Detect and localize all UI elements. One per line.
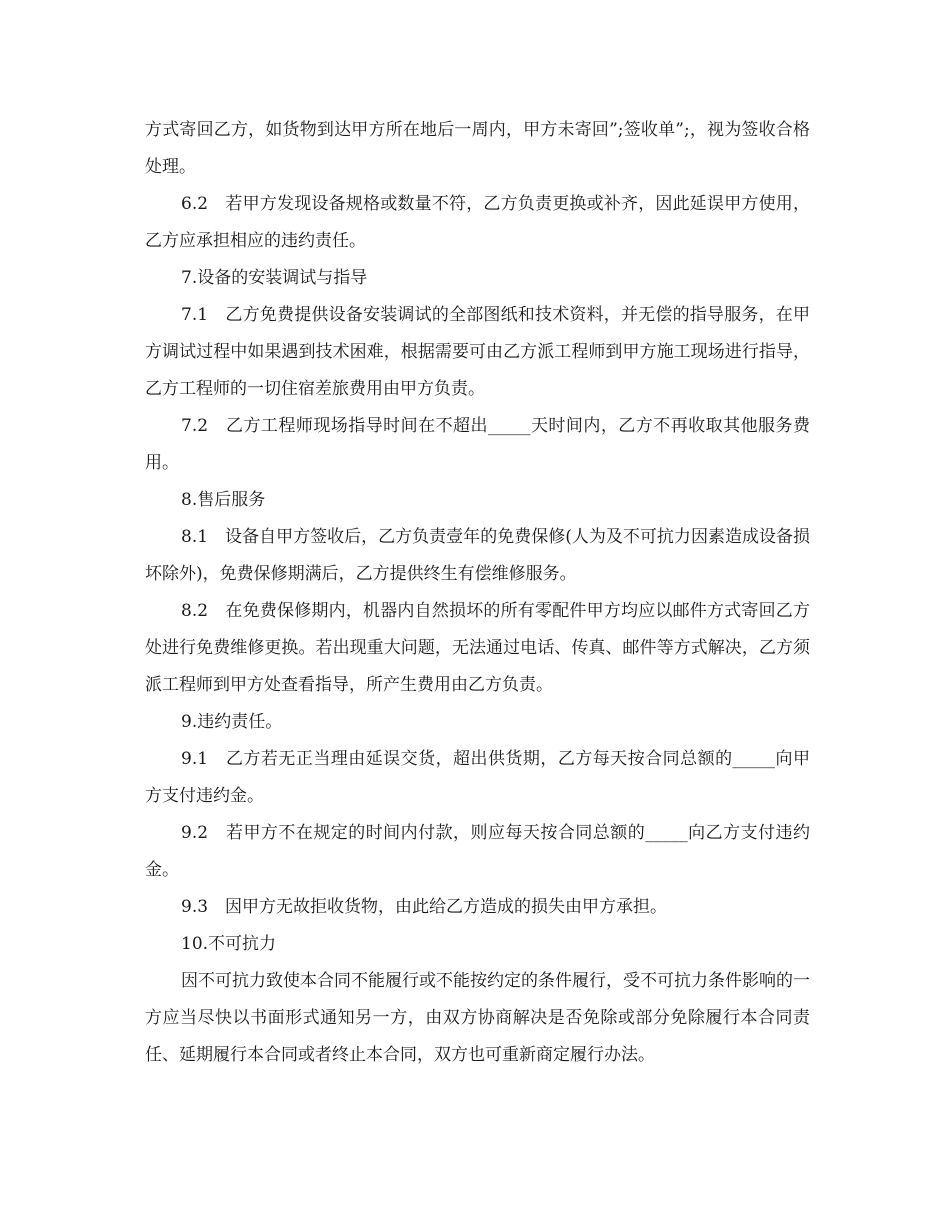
section-heading-8: 8.售后服务 — [181, 490, 266, 510]
paragraph-6-2: 6.2 若甲方发现设备规格或数量不符，乙方负责更换或补齐，因此延误甲方使用，乙方应承担相应的违约责任。 — [145, 194, 810, 251]
section-heading-9: 9.违约责任。 — [181, 712, 283, 732]
paragraph-9-2: 9.2 若甲方不在规定的时间内付款，则应每天按合同总额的_____向乙方支付违约金。 — [145, 823, 810, 880]
paragraph-7-1: 7.1 乙方免费提供设备安装调试的全部图纸和技术资料，并无偿的指导服务，在甲方调试过程中如果遇到技术困难，根据需要可由乙方派工程师到甲方施工现场进行指导，乙方工程师的一切住宿差旅费用由甲方负责。 — [145, 305, 810, 399]
document-body — [145, 112, 810, 1074]
paragraph-9-3: 9.3 因甲方无故拒收货物，由此给乙方造成的损失由甲方承担。 — [181, 897, 668, 917]
section-heading-10: 10.不可抗力 — [181, 934, 277, 954]
paragraph-9-1: 9.1 乙方若无正当理由延误交货，超出供货期，乙方每天按合同总额的_____向甲方支付违约金。 — [145, 749, 810, 806]
paragraph-8-1: 8.1 设备自甲方签收后，乙方负责壹年的免费保修(人为及不可抗力因素造成设备损坏除外)，免费保修期满后，乙方提供终生有偿维修服务。 — [145, 527, 810, 584]
section-heading-7: 7.设备的安装调试与指导 — [181, 268, 368, 288]
paragraph-10-body: 因不可抗力致使本合同不能履行或不能按约定的条件履行，受不可抗力条件影响的一方应当尽快以书面形式通知另一方，由双方协商解决是否免除或部分免除履行本合同责任、延期履行本合同或者终止本合同，双方也可重新商定履行办法。 — [145, 971, 810, 1065]
paragraph-continuation: 方式寄回乙方，如货物到达甲方所在地后一周内，甲方未寄回”;签收单”;，视为签收合格处理。 — [145, 120, 810, 177]
paragraph-8-2: 8.2 在免费保修期内，机器内自然损坏的所有零配件甲方均应以邮件方式寄回乙方处进行免费维修更换。若出现重大问题，无法通过电话、传真、邮件等方式解决，乙方须派工程师到甲方处查看指导，所产生费用由乙方负责。 — [145, 601, 810, 695]
paragraph-7-2: 7.2 乙方工程师现场指导时间在不超出_____天时间内，乙方不再收取其他服务费用。 — [145, 416, 810, 473]
